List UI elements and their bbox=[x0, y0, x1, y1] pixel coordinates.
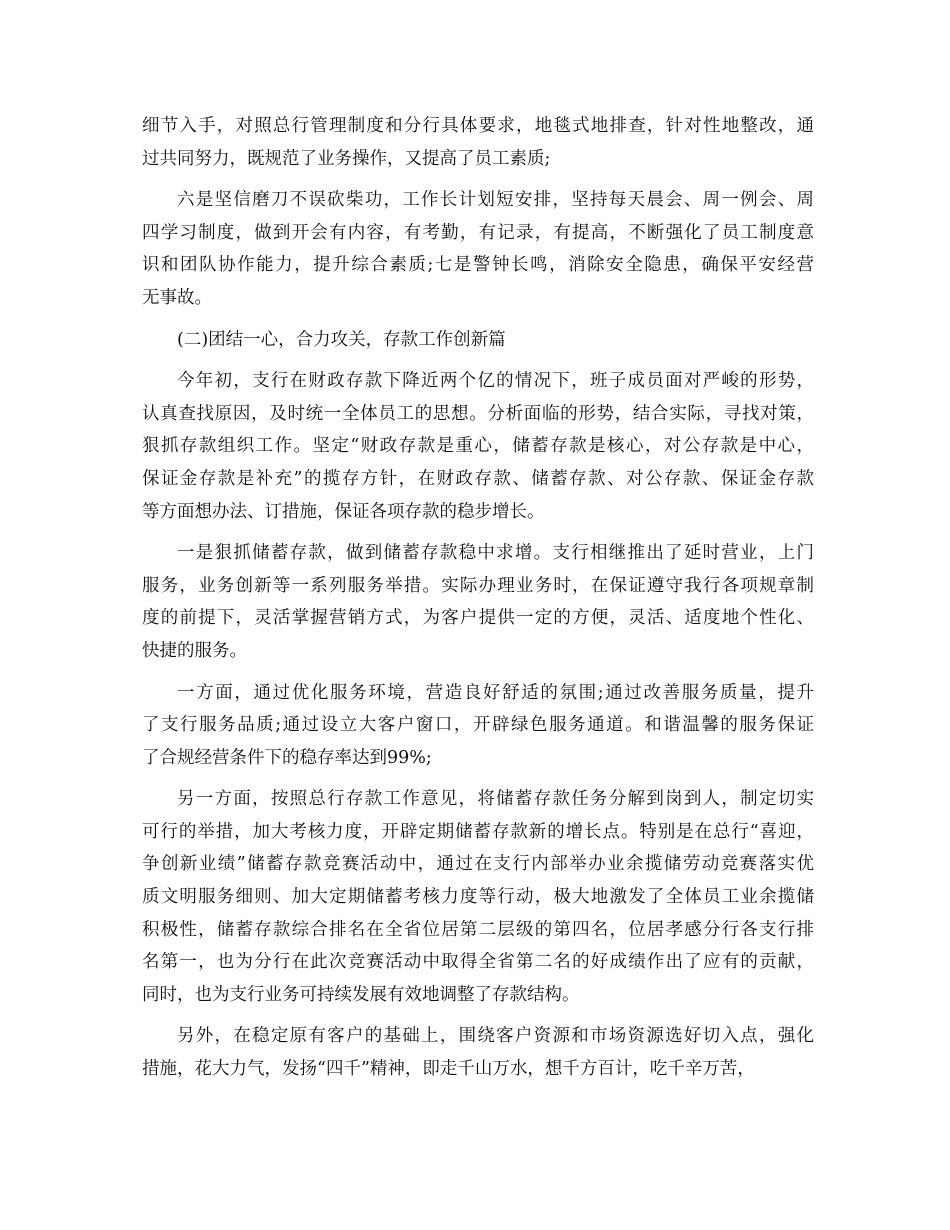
text-line: 名第一，也为分行在此次竞赛活动中取得全省第二名的好成绩作出了应有的贡献， bbox=[142, 952, 814, 973]
text-line: 另外，在稳定原有客户的基础上，围绕客户资源和市场资源选好切入点，强化 bbox=[177, 1026, 814, 1047]
text-line: 同时，也为支行业务可持续发展有效地调整了存款结构。 bbox=[142, 984, 580, 1005]
text-line: 度的前提下，灵活掌握营销方式，为客户提供一定的方便，灵活、适度地个性化、 bbox=[142, 608, 814, 629]
text-line: 可行的举措，加大考核力度，开辟定期储蓄存款新的增长点。特别是在总行“喜迎， bbox=[142, 821, 814, 842]
text-line: 过共同努力，既规范了业务操作，又提高了员工素质; bbox=[142, 148, 551, 169]
text-line: 四学习制度，做到开会有内容，有考勤，有记录，有提高，不断强化了员工制度意 bbox=[142, 222, 814, 243]
text-line: 一是狠抓储蓄存款，做到储蓄存款稳中求增。支行相继推出了延时营业，上门 bbox=[177, 543, 814, 564]
paragraph bbox=[142, 1020, 814, 1085]
text-line: 等方面想办法、订措施，保证各项存款的稳步增长。 bbox=[142, 501, 545, 522]
text-line: 积极性，储蓄存款综合排名在全省位居第二层级的第四名，位居孝感分行各支行排 bbox=[142, 919, 814, 940]
text-line: 服务，业务创新等一系列服务举措。实际办理业务时，在保证遵守我行各项规章制 bbox=[142, 575, 814, 596]
text-line: 了合规经营条件下的稳存率达到99%; bbox=[142, 747, 432, 768]
document-body bbox=[142, 110, 814, 1095]
text-line: 今年初，支行在财政存款下降近两个亿的情况下，班子成员面对严峻的形势， bbox=[177, 371, 814, 392]
text-line: 狠抓存款组织工作。坚定“财政存款是重心，储蓄存款是核心，对公存款是中心， bbox=[142, 436, 814, 457]
text-line: 另一方面，按照总行存款工作意见，将储蓄存款任务分解到岗到人，制定切实 bbox=[177, 789, 814, 810]
text-line: 一方面，通过优化服务环境，营造良好舒适的氛围;通过改善服务质量，提升 bbox=[177, 682, 814, 703]
text-line: 识和团队协作能力，提升综合素质;七是警钟长鸣，消除安全隐患，确保平安经营 bbox=[142, 255, 814, 276]
paragraph bbox=[142, 783, 814, 1011]
text-line: 无事故。 bbox=[142, 287, 212, 308]
text-line: 保证金存款是补充”的揽存方针，在财政存款、储蓄存款、对公存款、保证金存款 bbox=[142, 468, 814, 489]
paragraph bbox=[142, 110, 814, 175]
text-line: 措施，花大力气，发扬“四千”精神，即走千山万水，想千方百计，吃千辛万苦， bbox=[142, 1059, 755, 1080]
paragraph bbox=[142, 184, 814, 314]
text-line: 六是坚信磨刀不误砍柴功，工作长计划短安排，坚持每天晨会、周一例会、周 bbox=[177, 190, 814, 211]
text-line: 认真查找原因，及时统一全体员工的思想。分析面临的形势，结合实际，寻找对策， bbox=[142, 403, 814, 424]
text-line: 了支行服务品质;通过设立大客户窗口，开辟绿色服务通道。和谐温馨的服务保证 bbox=[142, 715, 814, 736]
text-line: 细节入手，对照总行管理制度和分行具体要求，地毯式地排查，针对性地整改，通 bbox=[142, 116, 814, 136]
text-line: 快捷的服务。 bbox=[142, 640, 247, 661]
paragraph bbox=[142, 537, 814, 667]
paragraph bbox=[142, 677, 814, 775]
text-line: 质文明服务细则、加大定期储蓄考核力度等行动，极大地激发了全体员工业余揽储 bbox=[142, 887, 814, 908]
paragraph bbox=[142, 365, 814, 528]
text-line: (二)团结一心，合力攻关，存款工作创新篇 bbox=[177, 329, 506, 350]
text-line: 争创新业绩”储蓄存款竞赛活动中，通过在支行内部举办业余揽储劳动竞赛落实优 bbox=[142, 854, 814, 875]
paragraph bbox=[142, 324, 814, 357]
